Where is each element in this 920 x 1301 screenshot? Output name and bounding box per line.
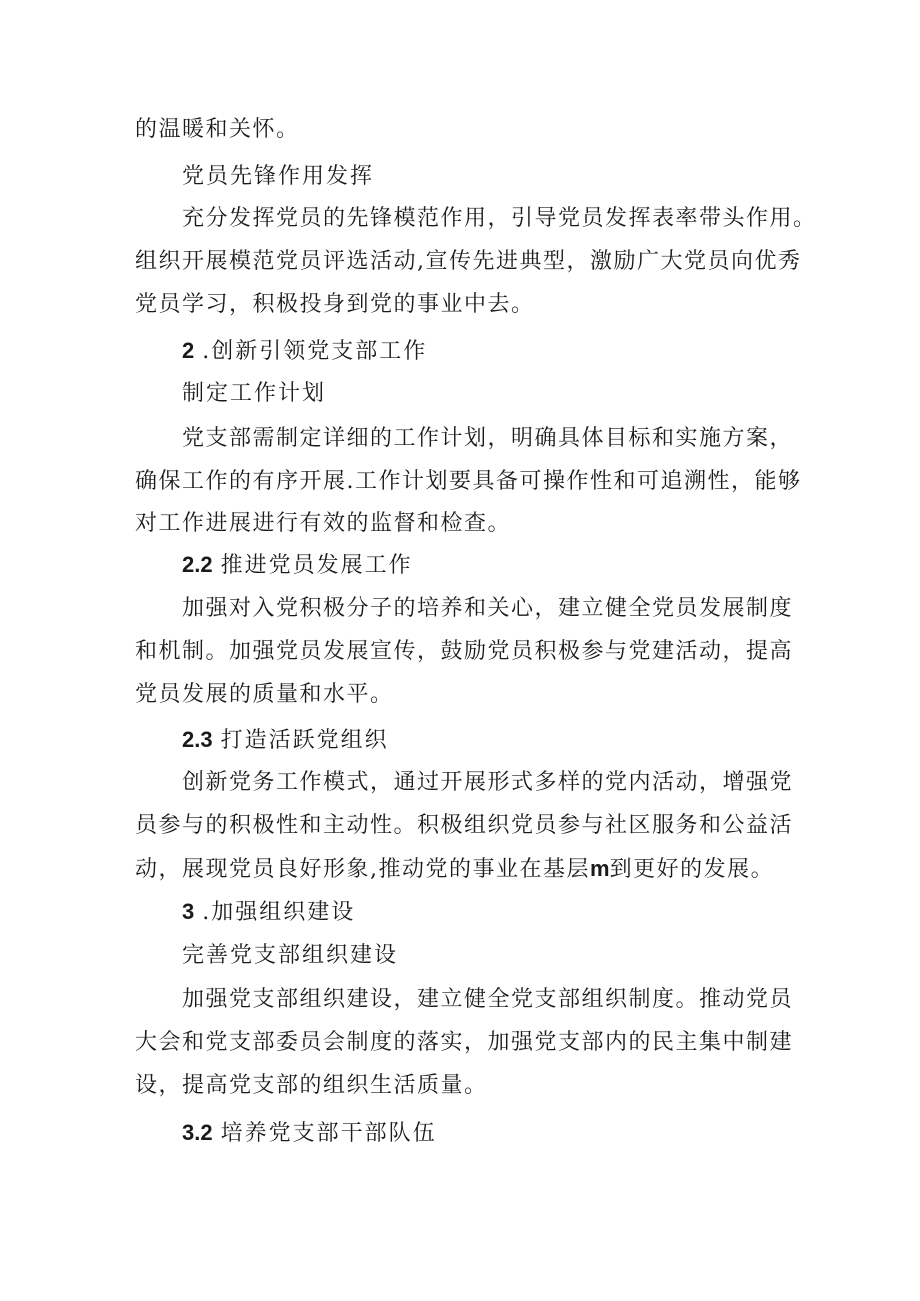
paragraph-line: 设，提高党支部的组织生活质量。 — [135, 1073, 488, 1098]
section-number: 2.3 — [182, 727, 213, 752]
text-fragment: 到更好的发展。 — [609, 857, 775, 882]
section-heading-2-2 — [182, 550, 413, 581]
paragraph-line: 加强党支部组织建设，建立健全党支部组织制度。推动党员 — [182, 987, 794, 1012]
section-title: 培养党支部干部队伍 — [220, 1121, 437, 1146]
paragraph-line: 党员学习，积极投身到党的事业中去。 — [135, 292, 535, 317]
paragraph-line: 充分发挥党员的先锋模范作用，引导党员发挥表率带头作用。 — [182, 206, 817, 231]
paragraph-line: 的温暖和关怀。 — [135, 117, 300, 142]
section-heading-3 — [182, 897, 355, 928]
paragraph-line: 确保工作的有序开展.工作计划要具备可操作性和可追溯性，能够 — [135, 469, 802, 494]
section-heading-2-3 — [182, 725, 389, 756]
section-number: 3 — [182, 899, 195, 924]
paragraph-line: 党员发展的质量和水平。 — [135, 682, 394, 707]
paragraph-line — [135, 854, 774, 885]
section-title: .加强组织建设 — [202, 900, 356, 925]
paragraph-line: 和机制。加强党员发展宣传，鼓励党员积极参与党建活动，提高 — [135, 639, 794, 664]
paragraph-line: 党支部需制定详细的工作计划，明确具体目标和实施方案， — [182, 426, 794, 451]
paragraph-line: 加强对入党积极分子的培养和关心，建立健全党员发展制度 — [182, 596, 794, 621]
section-number: 2 — [182, 338, 195, 363]
paragraph-line: 创新党务工作模式，通过开展形式多样的党内活动，增强党 — [182, 770, 794, 795]
subheading-plan: 制定工作计划 — [182, 381, 327, 406]
subheading-org: 完善党支部组织建设 — [182, 943, 399, 968]
section-number: 3.2 — [182, 1120, 213, 1145]
text-fragment: 动，展现党员良好形象,推动党的事业在基层 — [135, 857, 590, 882]
text-fragment-m: m — [590, 856, 610, 881]
section-heading-2 — [182, 336, 427, 367]
paragraph-line: 组织开展模范党员评选活动,宣传先进典型，激励广大党员向优秀 — [135, 249, 802, 274]
section-number: 2.2 — [182, 552, 213, 577]
section-heading-3-2 — [182, 1118, 437, 1149]
subheading-pioneer: 党员先锋作用发挥 — [182, 164, 375, 189]
section-title: .创新引领党支部工作 — [202, 339, 428, 364]
paragraph-line: 对工作进展进行有效的监督和检查。 — [135, 511, 512, 536]
paragraph-line: 大会和党支部委员会制度的落实，加强党支部内的民主集中制建 — [135, 1030, 794, 1055]
paragraph-line: 员参与的积极性和主动性。积极组织党员参与社区服务和公益活 — [135, 813, 794, 838]
section-title: 打造活跃党组织 — [220, 728, 389, 753]
section-title: 推进党员发展工作 — [220, 553, 413, 578]
